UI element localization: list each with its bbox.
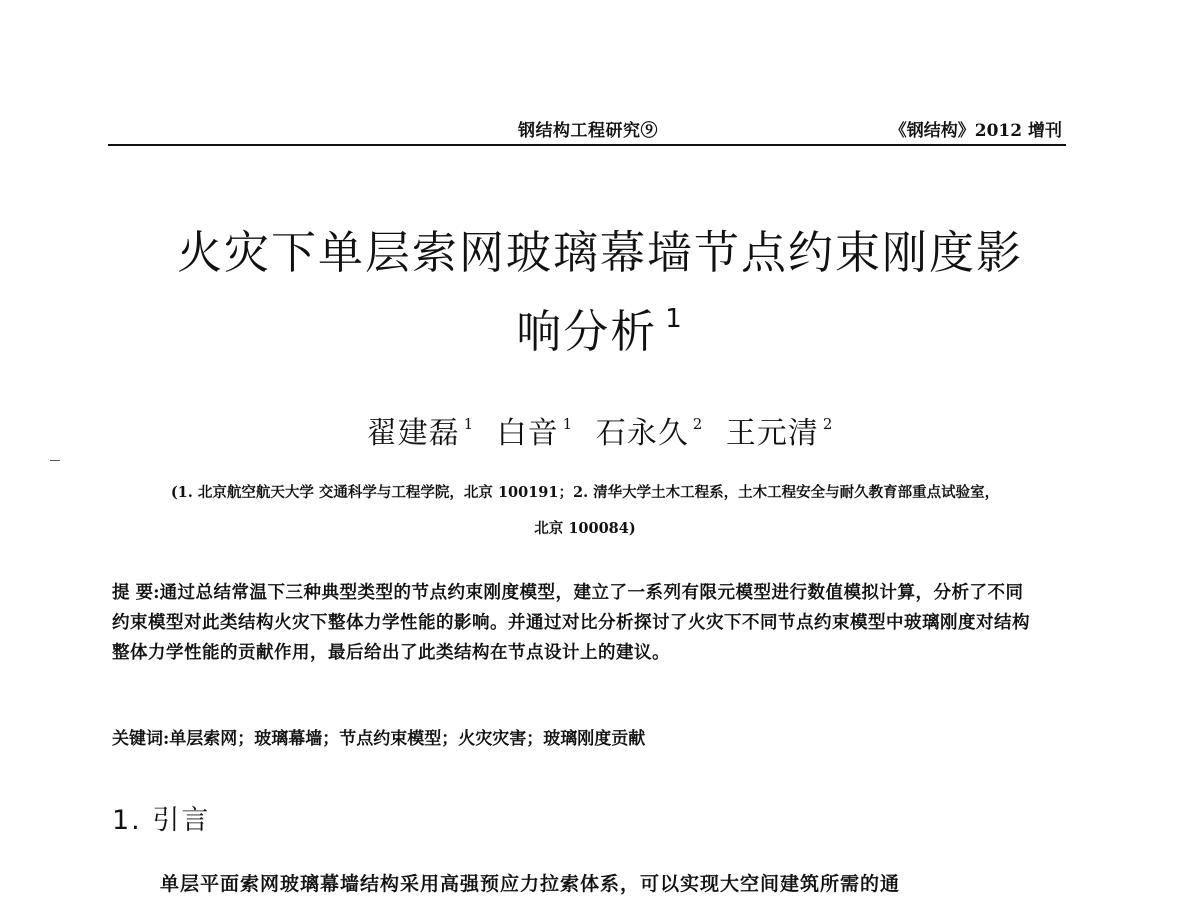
- series-title: 钢结构工程研究⑨: [518, 121, 658, 141]
- author-list: [100, 408, 1100, 452]
- abstract: [112, 578, 1032, 668]
- author: [367, 408, 475, 452]
- keywords: [112, 724, 1032, 754]
- intro-paragraph: 单层平面索网玻璃幕墙结构采用高强预应力拉索体系，可以实现大空间建筑所需的通: [160, 873, 901, 895]
- title-line-1: 火灾下单层索网玻璃幕墙节点约束刚度影: [176, 226, 1023, 279]
- author-affiliation-mark: 1: [562, 415, 574, 433]
- title-footnote-mark: 1: [665, 304, 684, 334]
- author-name: 翟建磊: [366, 416, 460, 451]
- running-header: [108, 114, 1066, 146]
- author-affiliation-mark: 2: [822, 415, 834, 433]
- author: [726, 408, 834, 452]
- journal-issue: 《钢结构》2012 增刊: [889, 121, 1062, 141]
- paper-title: [100, 220, 1100, 365]
- margin-mark: [50, 460, 60, 461]
- author-name: 白音: [496, 416, 559, 451]
- title-line-2: 响分析: [516, 305, 658, 358]
- affiliation-block: [110, 475, 1060, 547]
- author-name: 王元清: [725, 416, 819, 451]
- affiliation-line-2: 北京 100084): [534, 520, 636, 537]
- section-heading: 1. 引言: [112, 805, 211, 836]
- author: [497, 408, 574, 452]
- keywords-text: 单层索网；玻璃幕墙；节点约束模型；火灾灾害；玻璃刚度贡献: [169, 729, 646, 749]
- affiliation-line-1: (1. 北京航空航天大学 交通科学与工程学院，北京 100191；2. 清华大学土木工程系，土木工程安全与耐久教育部重点试验室，: [170, 484, 1000, 501]
- abstract-text: 通过总结常温下三种典型类型的节点约束刚度模型，建立了一系列有限元模型进行数值模拟计算，分析了不同约束模型对此类结构火灾下整体力学性能的影响。并通过对比分析探讨了火灾下不同节点约束模型中玻璃刚度对结构整体力学性能的贡献作用，最后给出了此类结构在节点设计上的建议。: [112, 583, 1030, 663]
- author-affiliation-mark: 2: [692, 415, 704, 433]
- abstract-label: 提 要:: [112, 583, 160, 603]
- author-name: 石永久: [595, 416, 689, 451]
- author-affiliation-mark: 1: [463, 415, 475, 433]
- keywords-label: 关键词:: [112, 729, 170, 749]
- author: [596, 408, 704, 452]
